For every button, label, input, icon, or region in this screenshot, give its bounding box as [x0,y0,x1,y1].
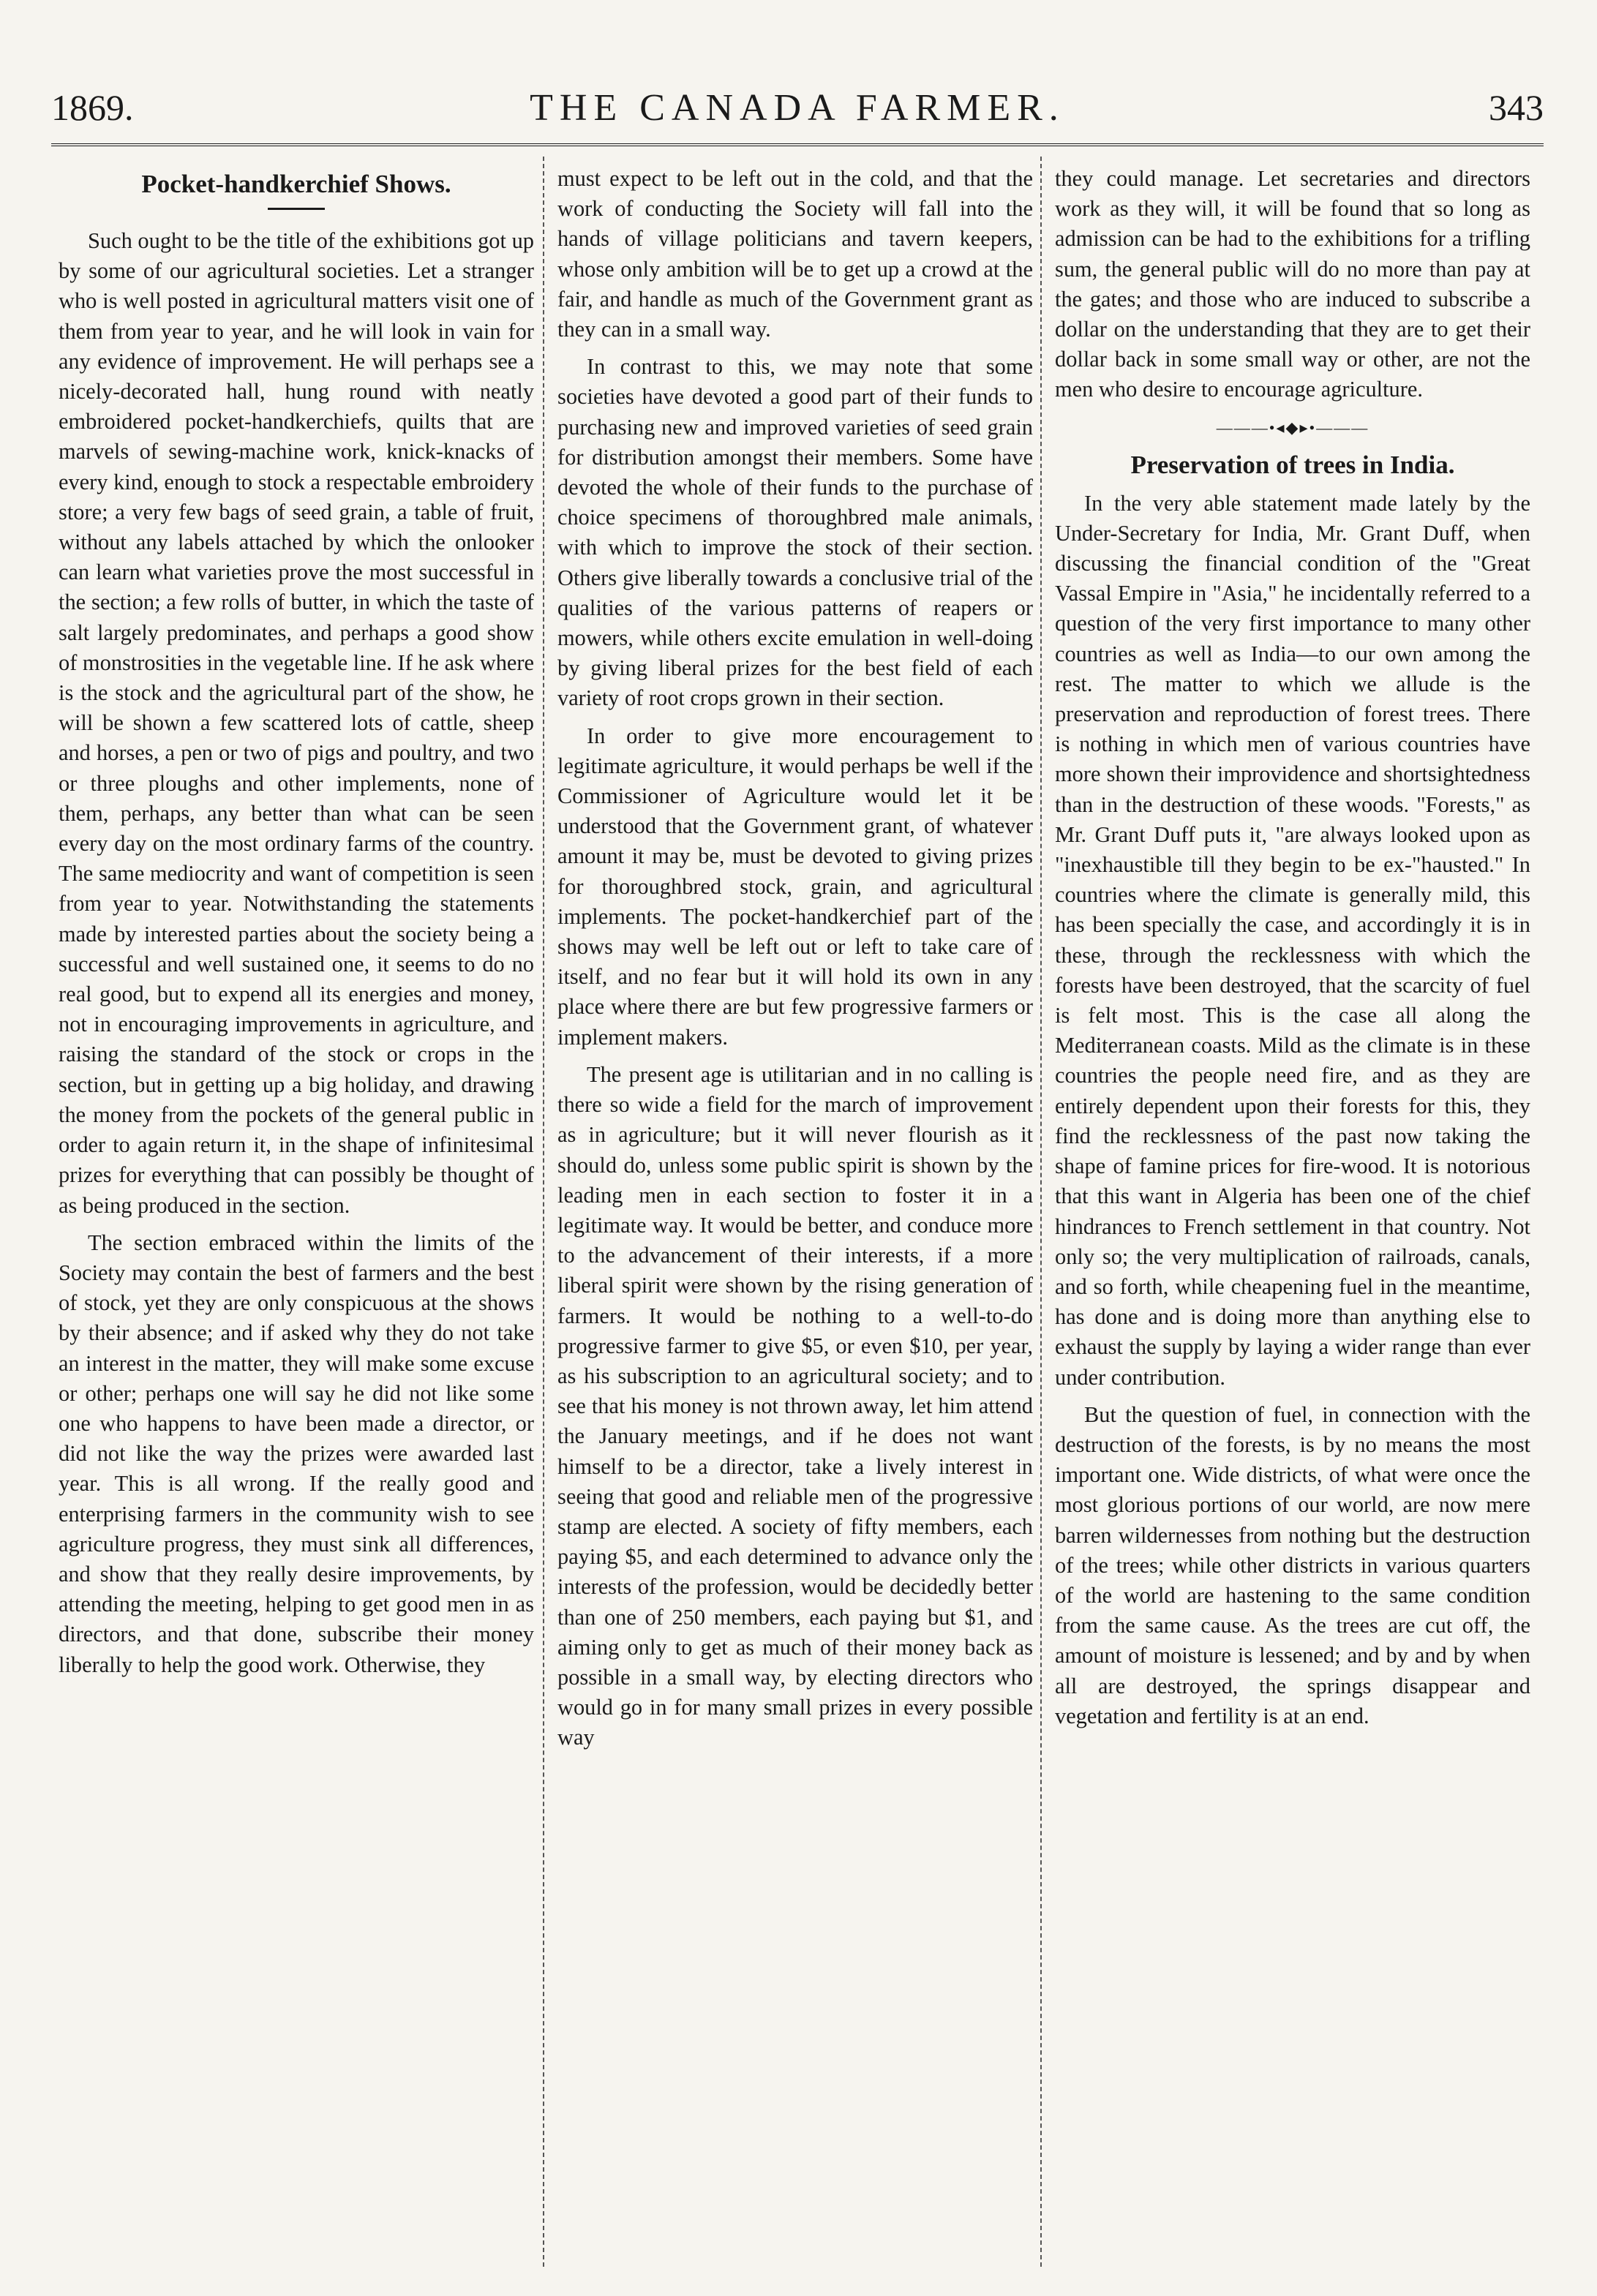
article-paragraph: But the question of fuel, in connection with the destruction of the forests, is by no means the most important one. Wide districts, of what were once the most glorious portions of our world, are now mere barren wildernesses from nothing but the destruction of the trees; while other districts in various quarters of the world are hastening to the same condition from the same cause. As the trees are cut off, the amount of moisture is lessened; and by and by when all are destroyed, the springs disappear and vegetation and fertility is at an end. [1055,1401,1530,1728]
article-heading: Preservation of trees in India. [1130,450,1455,479]
column-divider [543,157,544,2267]
article-heading: Pocket-handkerchief Shows. [141,170,451,198]
column-3 [1055,164,1530,2267]
column-divider [1040,157,1042,2267]
column-2 [557,164,1033,2267]
section-ornament: ———•◂◆▸•——— [1216,418,1369,437]
article-paragraph: In contrast to this, we may note that some societies have devoted a good part of their funds to purchasing new and improved varieties of seed grain for distribution amongst their members. Some have devoted the whole of their funds to the purchase of choice specimens of thoroughbred male animals, with which to improve the stock of their section. Others give liberally towards a conclusive trial of the qualities of the various patterns of reapers or mowers, while others excite emulation in well-doing by giving liberal prizes for the best field of each variety of root crops grown in their section. [557,354,1033,711]
article-paragraph: they could manage. Let secretaries and directors work as they will, it will be found that so long as admission can be had to the exhibitions for a trifling sum, the general public will do no more than pay at the gates; and those who are induced to subscribe a dollar on the understanding that they are to get their dollar back in some small way or other, are not the men who desire to encourage agriculture. [1055,166,1530,402]
page-number: 343 [1489,87,1544,128]
article-paragraph: must expect to be left out in the cold, and that the work of conducting the Society will fall into the hands of village politicians and tavern keepers, whose only ambition will be to get up a crowd at the fair, and handle as much of the Government grant as they can in a small way. [557,166,1033,342]
masthead-title: THE CANADA FARMER. [530,87,1065,129]
masthead-year: 1869. [51,87,134,128]
article-paragraph: Such ought to be the title of the exhibitions got up by some of our agricultural societies. Let a stranger who is well posted in agricultural matters visit one of them from year to year, and he will look in vain for any evidence of improvement. He will perhaps see a nicely-decorated hall, hung round with neatly embroidered pocket-handkerchiefs, quilts that are marvels of sewing-machine work, knick-knacks of every kind, enough to stock a respectable embroidery store; a very few bags of seed grain, a table of fruit, without any labels attached by which the onlooker can learn what varieties prove the most successful in the section; a few rolls of butter, in which the taste of salt largely predominates, and perhaps a good show of monstrosities in the vegetable line. If he ask where is the stock and the agricultural part of the show, he will be shown a few scattered lots of cattle, sheep and horses, a pen or two of pigs and poultry, and two or three ploughs and other implements, none of them, perhaps, any better than what can be seen every day on the most ordinary farms of the country. The same mediocrity and want of competition is seen from year to year. Notwithstanding the statements made by interested parties about the society being a successful and well sustained one, it seems to do no real good, but to expend all its energies and money, not in encouraging improvements in agriculture, and raising the standard of the stock or crops in the section, but in getting up a big holiday, and drawing the money from the pockets of the general public in order to again return it, in the shape of infinitesimal prizes for everything that can possibly be thought of as being produced in the section. [59,228,534,1218]
heading-rule [268,208,325,210]
masthead-rule [51,143,1544,146]
article-paragraph: In the very able statement made lately by the Under-Secretary for India, Mr. Grant Duff, when discussing the financial condition of the "Great Vassal Empire in "Asia," he incidentally referred to a question of the very first importance to many other countries as well as India—to our own among the rest. The matter to which we allude is the preservation and reproduction of forest trees. There is nothing in which men of various countries have more shown their improvidence and shortsightedness than in the destruction of these woods. "Forests," as Mr. Grant Duff puts it, "are always looked upon as "inexhaustible till they begin to be ex-"hausted." In countries where the climate is generally mild, this has been specially the case, and accordingly it is in these, through the recklessness with which the forests have been destroyed, that the scarcity of fuel is felt most. This is the case all along the Mediterranean coasts. Mild as the climate is in these countries the people need fire, and as they are entirely dependent upon their forests for this, they find the recklessness of the past now taking the shape of famine prices for fire-wood. It is notorious that this want in Algeria has been one of the chief hindrances to French settlement in that country. Not only so; the very multiplication of railroads, canals, and so forth, while cheapening fuel in the meantime, has done and is doing more than anything else to exhaust the supply by laying a wider range than ever under contribution. [1055,490,1530,1390]
article-paragraph: In order to give more encouragement to legitimate agriculture, it would perhaps be well if the Commissioner of Agriculture would let it be understood that the Government grant, of whatever amount it may be, must be devoted to giving prizes for thoroughbred stock, grain, and agricultural implements. The pocket-handkerchief part of the shows may well be left out or left to take care of itself, and no fear but it will hold its own in any place where there are but few progressive farmers or implement makers. [557,723,1033,1050]
column-1 [59,164,534,2267]
article-paragraph: The section embraced within the limits of the Society may contain the best of farmers and the best of stock, yet they are only conspicuous at the shows by their absence; and if asked why they do not take an interest in the matter, they will make some excuse or other; perhaps one will say he did not like some one who happens to have been made a director, or did not like the way the prizes were awarded last year. This is all wrong. If the really good and enterprising farmers in the community wish to see agriculture progress, they must sink all differences, and show that they really desire improvements, by attending the meeting, helping to get good men in as directors, and that done, subscribe their money liberally to help the good work. Otherwise, they [59,1230,534,1677]
article-paragraph: The present age is utilitarian and in no calling is there so wide a field for the march of improvement as in agriculture; but it will never flourish as it should do, unless some public spirit is shown by the leading men in each section to foster it in a legitimate way. It would be better, and conduce more to the advancement of their interests, if a more liberal spirit were shown by the rising generation of farmers. It would be nothing to a well-to-do progressive farmer to give $5, or even $10, per year, as his subscription to an agricultural society; and to see that his money is not thrown away, let him attend the January meetings, and if he does not want himself to be a director, take a lively interest in seeing that good and reliable men of the progressive stamp are elected. A society of fifty members, each paying $5, and each determined to advance only the interests of the profession, would be decidedly better than one of 250 members, each paying but $1, and aiming only to get as much of their money back as possible in a small way, by electing directors who would go in for many small prizes in every possible way [557,1061,1033,1750]
masthead [51,86,1544,152]
